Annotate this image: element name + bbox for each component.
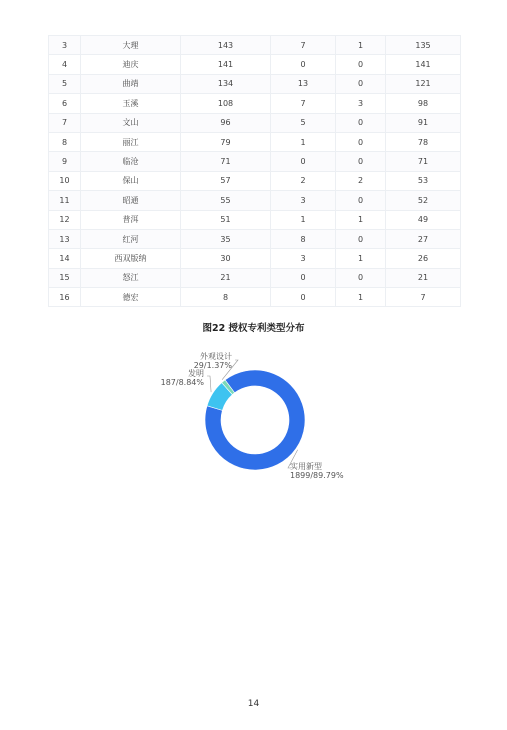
city-cell: 丽江 [81, 132, 181, 151]
invention-cell: 0 [271, 288, 336, 307]
table-row [49, 36, 461, 55]
utility-cell: 121 [386, 74, 461, 93]
table-row [49, 268, 461, 287]
design-cell: 0 [336, 268, 386, 287]
city-cell: 昭通 [81, 191, 181, 210]
table-row [49, 94, 461, 113]
total-cell: 71 [181, 152, 271, 171]
rank-cell: 6 [49, 94, 81, 113]
rank-cell: 9 [49, 152, 81, 171]
invention-cell: 5 [271, 113, 336, 132]
design-cell: 1 [336, 36, 386, 55]
patent-type-donut-chart [150, 340, 360, 500]
table-row [49, 132, 461, 151]
utility-cell: 91 [386, 113, 461, 132]
invention-cell: 8 [271, 229, 336, 248]
design-cell: 0 [336, 132, 386, 151]
utility-cell: 98 [386, 94, 461, 113]
table-row [49, 191, 461, 210]
utility-cell: 52 [386, 191, 461, 210]
utility-cell: 135 [386, 36, 461, 55]
design-cell: 0 [336, 152, 386, 171]
leader-line-1 [207, 376, 211, 392]
design-cell: 0 [336, 229, 386, 248]
city-cell: 临沧 [81, 152, 181, 171]
total-cell: 51 [181, 210, 271, 229]
invention-cell: 2 [271, 171, 336, 190]
invention-cell: 13 [271, 74, 336, 93]
city-cell: 玉溪 [81, 94, 181, 113]
invention-cell: 0 [271, 55, 336, 74]
rank-cell: 15 [49, 268, 81, 287]
table-row [49, 249, 461, 268]
invention-cell: 3 [271, 249, 336, 268]
total-cell: 134 [181, 74, 271, 93]
design-cell: 1 [336, 288, 386, 307]
table-row [49, 288, 461, 307]
rank-cell: 13 [49, 229, 81, 248]
page-number: 14 [247, 699, 260, 709]
slice-value-label: 29/1.37% [193, 361, 232, 370]
table-row [49, 55, 461, 74]
invention-cell: 1 [271, 132, 336, 151]
slice-value-label: 187/8.84% [160, 378, 204, 387]
city-cell: 红河 [81, 229, 181, 248]
total-cell: 143 [181, 36, 271, 55]
slice-name-label: 实用新型 [290, 462, 322, 471]
rank-cell: 14 [49, 249, 81, 268]
invention-cell: 1 [271, 210, 336, 229]
data-table-container [48, 35, 460, 307]
rank-cell: 10 [49, 171, 81, 190]
utility-cell: 7 [386, 288, 461, 307]
rank-cell: 4 [49, 55, 81, 74]
invention-cell: 0 [271, 152, 336, 171]
total-cell: 35 [181, 229, 271, 248]
table-row [49, 210, 461, 229]
design-cell: 3 [336, 94, 386, 113]
rank-cell: 11 [49, 191, 81, 210]
city-cell: 保山 [81, 171, 181, 190]
city-cell: 普洱 [81, 210, 181, 229]
design-cell: 1 [336, 249, 386, 268]
total-cell: 57 [181, 171, 271, 190]
design-cell: 1 [336, 210, 386, 229]
rank-cell: 5 [49, 74, 81, 93]
design-cell: 0 [336, 113, 386, 132]
total-cell: 30 [181, 249, 271, 268]
rank-cell: 12 [49, 210, 81, 229]
utility-cell: 71 [386, 152, 461, 171]
invention-cell: 3 [271, 191, 336, 210]
table-row [49, 171, 461, 190]
city-cell: 德宏 [81, 288, 181, 307]
total-cell: 21 [181, 268, 271, 287]
total-cell: 141 [181, 55, 271, 74]
rank-cell: 3 [49, 36, 81, 55]
city-cell: 西双版纳 [81, 249, 181, 268]
city-cell: 怒江 [81, 268, 181, 287]
table-row [49, 74, 461, 93]
design-cell: 0 [336, 55, 386, 74]
invention-cell: 7 [271, 36, 336, 55]
table-body [49, 36, 461, 307]
city-cell: 大理 [81, 36, 181, 55]
total-cell: 96 [181, 113, 271, 132]
design-cell: 0 [336, 191, 386, 210]
city-patent-table [48, 35, 461, 307]
utility-cell: 27 [386, 229, 461, 248]
utility-cell: 141 [386, 55, 461, 74]
total-cell: 79 [181, 132, 271, 151]
slice-value-label: 1899/89.79% [290, 471, 344, 480]
table-row [49, 152, 461, 171]
city-cell: 曲靖 [81, 74, 181, 93]
utility-cell: 53 [386, 171, 461, 190]
city-cell: 文山 [81, 113, 181, 132]
table-row [49, 229, 461, 248]
total-cell: 55 [181, 191, 271, 210]
slice-name-label: 发明 [188, 369, 204, 378]
city-cell: 迪庆 [81, 55, 181, 74]
slice-name-label: 外观设计 [200, 352, 232, 361]
rank-cell: 7 [49, 113, 81, 132]
utility-cell: 26 [386, 249, 461, 268]
design-cell: 2 [336, 171, 386, 190]
table-row [49, 113, 461, 132]
invention-cell: 7 [271, 94, 336, 113]
total-cell: 8 [181, 288, 271, 307]
rank-cell: 8 [49, 132, 81, 151]
utility-cell: 78 [386, 132, 461, 151]
invention-cell: 0 [271, 268, 336, 287]
total-cell: 108 [181, 94, 271, 113]
design-cell: 0 [336, 74, 386, 93]
utility-cell: 49 [386, 210, 461, 229]
utility-cell: 21 [386, 268, 461, 287]
rank-cell: 16 [49, 288, 81, 307]
chart-title: 图22 授权专利类型分布 [202, 323, 305, 334]
